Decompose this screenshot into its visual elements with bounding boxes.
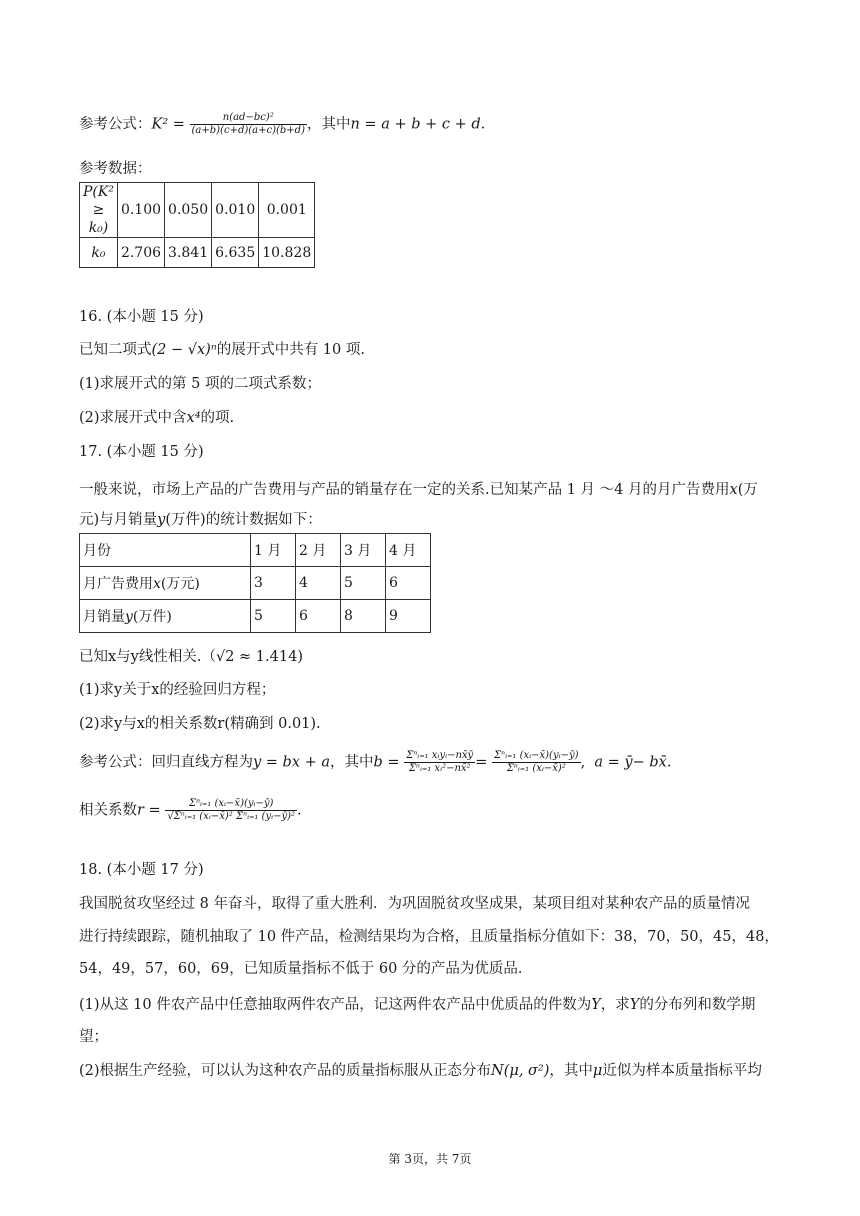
q17-b-frac1-num: Σⁿᵢ₌₁ xᵢyᵢ−nx̄ȳ [406, 750, 474, 761]
q18-p1-y2: Y [629, 997, 640, 1013]
q17-row-label-sales [80, 600, 251, 633]
q17-table-header: 4 月 [386, 534, 431, 567]
formula-lhs: K² = [151, 116, 190, 133]
q18-p1-c: 的分布列和数学期 [639, 997, 756, 1013]
q17-table-header: 月份 [80, 534, 251, 567]
q17-part2: (2)求y与x的相关系数r(精确到 0.01). [79, 716, 321, 732]
q17-table-cell: 6 [296, 600, 341, 633]
formula-k2 [79, 112, 485, 137]
q18-line3: 54，49，57，60，69，已知质量指标不低于 60 分的产品为优质品． [79, 961, 533, 977]
q17-table-cell: 9 [386, 600, 431, 633]
q17-table-cell: 3 [251, 567, 296, 600]
q18-line2: 进行持续跟踪，随机抽取了 10 件产品，检测结果均为合格，且质量指标分值如下：38，70，50，45，48， [79, 929, 779, 945]
q16-stem-b: 的展开式中共有 10 项. [216, 342, 365, 358]
q17-r-num: Σⁿᵢ₌₁ (xᵢ−x̄)(yᵢ−ȳ) [165, 798, 297, 811]
q17-table-cell: 8 [341, 600, 386, 633]
q17-line2 [79, 508, 322, 529]
q17-ref-prefix: 参考公式：回归直线方程为 [79, 754, 253, 771]
k-head-p-line2: ≥ k₀) [88, 202, 109, 236]
q17-ref-mid: ，其中 [330, 754, 374, 771]
q17-row2-label-y: y [125, 609, 133, 625]
q16-part1: (1)求展开式的第 5 项的二项式系数； [79, 376, 321, 392]
q17-line1-a: 一般来说，市场上产品的广告费用与产品的销量存在一定的关系.已知某产品 1 月 ～4 月的月广告费用 [79, 482, 730, 498]
k-critical-table [79, 182, 315, 268]
q18-p1-y: Y [591, 997, 601, 1013]
q16-stem [79, 338, 365, 359]
q17-b-hat: b = [373, 754, 400, 771]
k2-numerator: n(ad−bc)² [190, 112, 307, 125]
k-table-cell: 6.635 [212, 238, 259, 268]
q18-line1: 我国脱贫攻坚经过 8 年奋斗，取得了重大胜利．为巩固脱贫攻坚成果，某项目组对某种农产品的质量情况 [79, 896, 750, 912]
q17-row1-label-x: x [153, 576, 161, 592]
q18-p1-a: (1)从这 10 件农产品中任意抽取两件农产品，记这两件农产品中优质品的件数为 [79, 997, 592, 1013]
q17-correlation-formula: 相关系数r = $\frac{\text{Σⁿᵢ₌₁ (xᵢ−x̄)(yᵢ−ȳ)}}{\text{√Σⁿᵢ₌₁ (xᵢ−x̄)² Σⁿᵢ₌₁ (yᵢ−ȳ)²}}$ . [79, 798, 302, 822]
q17-r-fraction [165, 798, 297, 823]
q16-stem-a: 已知二项式 [79, 342, 152, 358]
k-table-row-k [80, 238, 315, 268]
q17-part1: (1)求y关于x的经验回归方程； [79, 682, 276, 698]
q17-row-label-ad [80, 567, 251, 600]
k-head-p-line1: P(K² [83, 184, 114, 200]
k2-denominator: (a+b)(c+d)(a+c)(b+d) [191, 125, 305, 136]
k-table-cell: 2.706 [117, 238, 164, 268]
q17-row1-label-a: 月广告费用 [83, 576, 153, 592]
q17-b-frac2-den: Σⁿᵢ₌₁ (xᵢ−x̄)² [506, 763, 566, 774]
q17-table-header: 2 月 [296, 534, 341, 567]
k-table-cell: 3.841 [165, 238, 212, 268]
q18-part1 [79, 993, 755, 1014]
formula-suffix-math: n = a + b + c + d. [350, 116, 486, 133]
q17-table-header-row [80, 534, 431, 567]
q17-table-row-ad [80, 567, 431, 600]
q17-line2-y: y [157, 512, 166, 528]
k-table-cell: 10.828 [259, 238, 315, 268]
q17-row2-label-a: 月销量 [83, 609, 125, 625]
q17-line1 [79, 478, 758, 499]
q16-part2 [79, 406, 234, 427]
q18-p2-mu: μ [592, 1063, 603, 1079]
q18-p2-a: (2)根据生产经验，可以认为这种农产品的质量指标服从正态分布 [79, 1063, 492, 1079]
q17-line2-b: (万件)的统计数据如下： [165, 512, 322, 528]
q17-table-header: 1 月 [251, 534, 296, 567]
q18-part1-line2: 望； [79, 1029, 108, 1045]
q16-p2-math: x⁴ [186, 410, 201, 426]
q17-table-row-sales [80, 600, 431, 633]
formula-prefix: 参考公式： [79, 116, 152, 133]
k-table-head-p [80, 183, 118, 238]
k-table-cell: 0.001 [259, 183, 315, 238]
q17-note: 已知x与y线性相关.（√2 ≈ 1.414) [79, 649, 303, 665]
q17-regression-formula: 参考公式：回归直线方程为y = bx + a，其中b = $\frac{\text{Σⁿᵢ₌₁ xᵢyᵢ−nx̄ȳ}}{\text{Σⁿᵢ₌₁ xᵢ²−nx̄²}}$ = $\frac{\text{Σⁿᵢ₌₁ (xᵢ−x̄)(yᵢ−ȳ)}}{\text{Σⁿᵢ₌₁ (xᵢ−x̄)²}}$ , a = ȳ− bx̄. [79, 750, 672, 774]
q16-title: 16. (本小题 15 分) [79, 309, 204, 325]
k-table-cell: 0.010 [212, 183, 259, 238]
q18-title: 18. (本小题 17 分) [79, 862, 204, 878]
q17-line1-x: x [729, 482, 738, 498]
k-table-row-p [80, 183, 315, 238]
q17-row2-label-b: (万件) [132, 609, 172, 625]
ref-data-label: 参考数据： [79, 161, 152, 177]
q16-p2-a: (2)求展开式中含 [79, 410, 187, 426]
q17-a-equation: a = ȳ− bx̄. [594, 754, 672, 771]
q17-r-den: √Σⁿᵢ₌₁ (xᵢ−x̄)² Σⁿᵢ₌₁ (yᵢ−ȳ)² [167, 811, 296, 822]
q17-b-frac2-num: Σⁿᵢ₌₁ (xᵢ−x̄)(yᵢ−ȳ) [493, 750, 579, 761]
q17-b-fraction-2 [492, 750, 581, 775]
q17-table-cell: 4 [296, 567, 341, 600]
q17-line2-a: 元)与月销量 [79, 512, 158, 528]
q16-stem-math: (2 − √x)ⁿ [151, 342, 217, 358]
q18-p1-b: ，求 [600, 997, 630, 1013]
q18-p2-c: 近似为样本质量指标平均 [602, 1063, 762, 1079]
q17-data-table [79, 533, 431, 633]
q17-row1-label-b: (万元) [160, 576, 200, 592]
q17-title: 17. (本小题 15 分) [79, 444, 204, 460]
k-table-head-k: k₀ [80, 238, 118, 268]
formula-suffix-text: ，其中 [306, 116, 351, 133]
q18-p2-b: ，其中 [549, 1063, 593, 1079]
q17-r-prefix: 相关系数 [79, 802, 137, 819]
k-table-cell: 0.050 [165, 183, 212, 238]
q17-b-fraction-1 [404, 750, 475, 775]
q18-part2 [79, 1059, 762, 1080]
q17-r-lhs: r = [137, 802, 161, 819]
page-footer: 第 3页，共 7页 [388, 1152, 472, 1166]
q18-p2-math: N(μ, σ²) [491, 1063, 550, 1079]
q17-table-cell: 5 [341, 567, 386, 600]
q17-table-cell: 5 [251, 600, 296, 633]
q17-regression-equation: y = bx + a [253, 754, 331, 771]
q17-line1-b: (万 [737, 482, 758, 498]
q17-table-cell: 6 [386, 567, 431, 600]
q16-p2-b: 的项. [200, 410, 235, 426]
q17-table-header: 3 月 [341, 534, 386, 567]
k2-fraction [190, 112, 307, 137]
q17-b-frac1-den: Σⁿᵢ₌₁ xᵢ²−nx̄² [408, 763, 471, 774]
k-table-cell: 0.100 [117, 183, 164, 238]
